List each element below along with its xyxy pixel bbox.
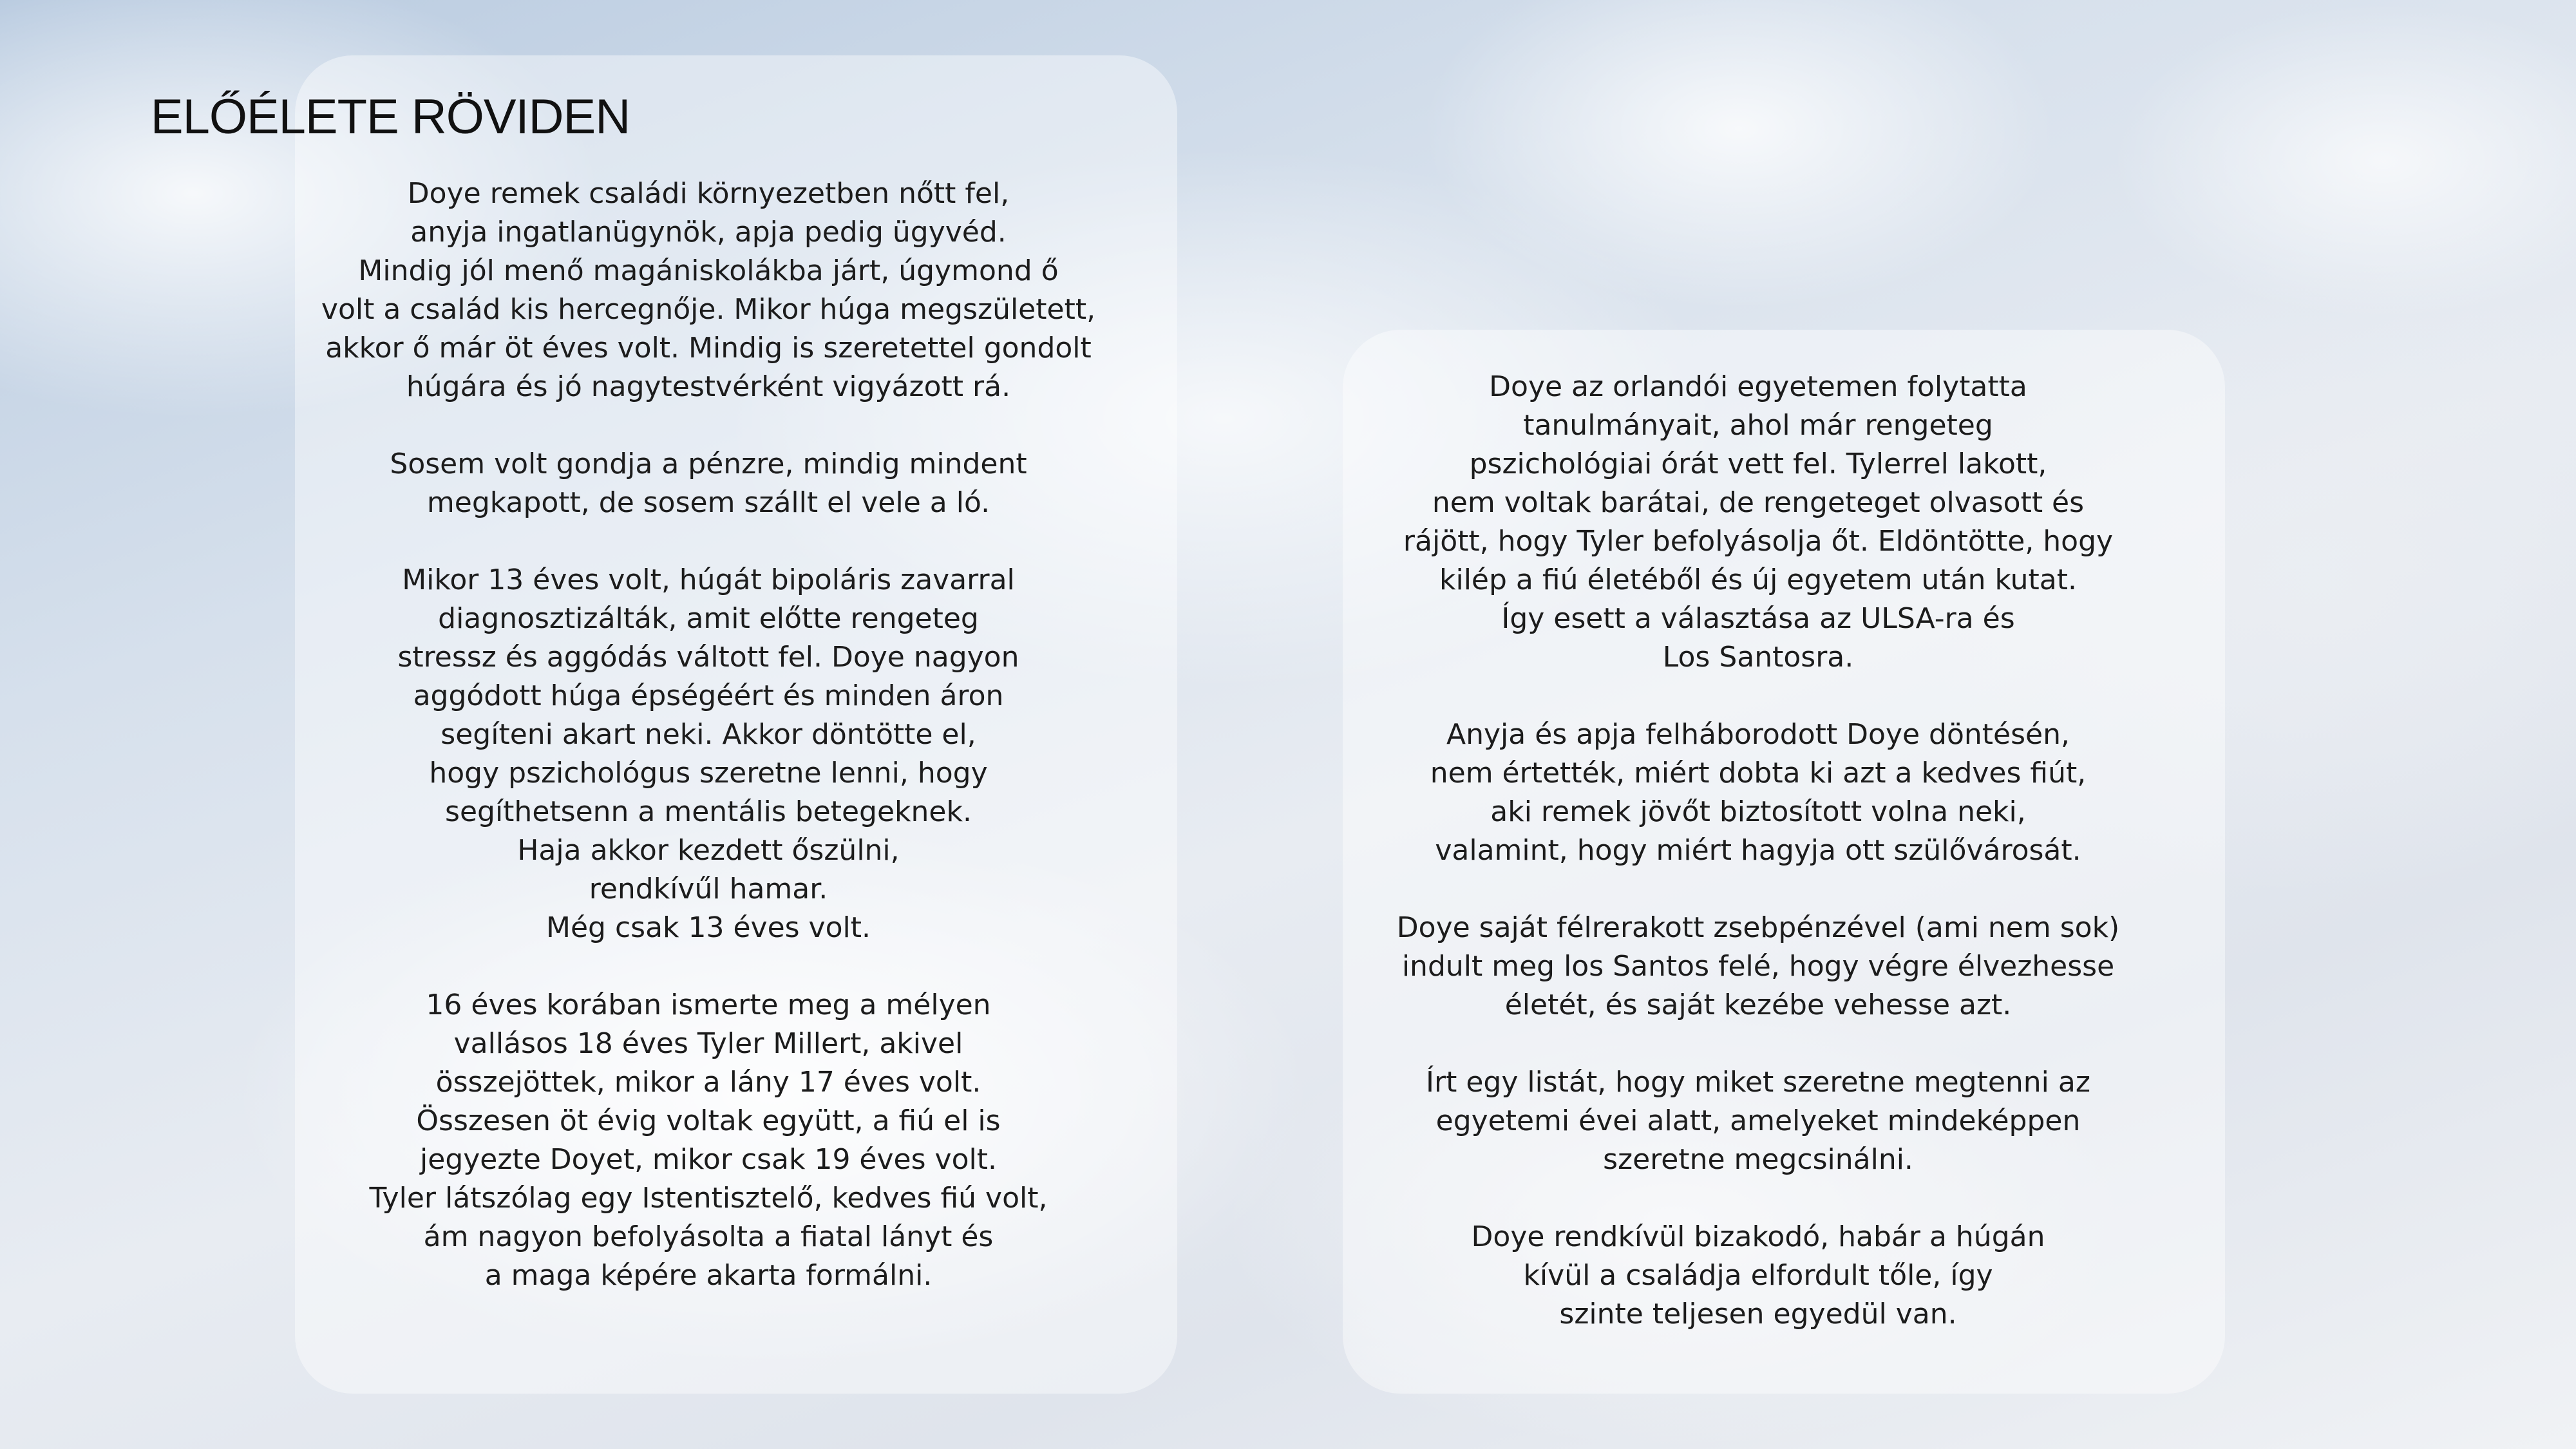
text-line: Los Santosra. — [1662, 641, 1854, 674]
text-line: Így esett a választása az ULSA-ra és — [1501, 602, 2015, 635]
left-paragraph-4 — [283, 986, 1133, 1295]
text-line: segíthetsenn a mentális betegeknek. — [445, 795, 972, 828]
text-line: nem értették, miért dobta ki azt a kedves fiút, — [1430, 757, 2087, 790]
text-line: Írt egy listát, hogy miket szeretne megtenni az — [1426, 1066, 2090, 1099]
text-line: ám nagyon befolyásolta a fiatal lányt és — [423, 1220, 994, 1253]
text-line: Anyja és apja felháborodott Doye döntésén, — [1446, 718, 2070, 751]
text-line: segíteni akart neki. Akkor döntötte el, — [440, 718, 976, 751]
page-title: ELŐÉLETE RÖVIDEN — [150, 90, 630, 144]
text-line: aki remek jövőt biztosított volna neki, — [1490, 795, 2026, 828]
text-line: Haja akkor kezdett őszülni, — [517, 834, 900, 867]
text-line: 16 éves korában ismerte meg a mélyen — [426, 989, 991, 1021]
text-line: valamint, hogy miért hagyja ott szülővárosát. — [1435, 834, 2081, 867]
text-line: szeretne megcsinálni. — [1603, 1143, 1913, 1176]
left-paragraph-2 — [283, 445, 1133, 522]
text-line: a maga képére akarta formálni. — [484, 1259, 933, 1292]
text-line: hogy pszichológus szeretne lenni, hogy — [429, 757, 988, 790]
text-line: életét, és saját kezébe vehesse azt. — [1504, 989, 2012, 1021]
text-line: szinte teljesen egyedül van. — [1559, 1298, 1957, 1331]
text-line: Tyler látszólag egy Istentisztelő, kedves fiú volt, — [369, 1182, 1048, 1215]
text-line: kilép a fiú életéből és új egyetem után kutat. — [1439, 564, 2077, 596]
text-line: jegyezte Doyet, mikor csak 19 éves volt. — [420, 1143, 997, 1176]
text-line: vallásos 18 éves Tyler Millert, akivel — [453, 1027, 963, 1060]
text-line: rájött, hogy Tyler befolyásolja őt. Eldöntötte, hogy — [1403, 525, 2114, 558]
text-line: diagnosztizálták, amit előtte rengeteg — [438, 602, 979, 635]
text-line: pszichológiai órát vett fel. Tylerrel lakott, — [1469, 448, 2047, 480]
right-paragraph-4 — [1349, 1063, 2167, 1179]
text-line: aggódott húga épségéért és minden áron — [413, 679, 1004, 712]
text-line: stressz és aggódás váltott fel. Doye nagyon — [397, 641, 1019, 674]
right-paragraph-2 — [1349, 715, 2167, 870]
text-line: Doye az orlandói egyetemen folytatta — [1489, 370, 2027, 403]
right-paragraph-3 — [1349, 909, 2167, 1025]
left-paragraph-1 — [283, 175, 1133, 406]
text-line: rendkívűl hamar. — [589, 873, 828, 905]
text-line: Doye saját félrerakott zsebpénzével (ami nem sok) — [1396, 911, 2120, 944]
text-line: összejöttek, mikor a lány 17 éves volt. — [435, 1066, 981, 1099]
text-line: Még csak 13 éves volt. — [546, 911, 871, 944]
text-line: egyetemi évei alatt, amelyeket mindeképpen — [1435, 1104, 2081, 1137]
text-line: akkor ő már öt éves volt. Mindig is szeretettel gondolt — [325, 332, 1092, 365]
text-line: Összesen öt évig voltak együtt, a fiú el is — [416, 1104, 1001, 1137]
right-paragraph-5 — [1349, 1218, 2167, 1334]
text-line: Doye rendkívül bizakodó, habár a húgán — [1471, 1220, 2045, 1253]
text-line: Mikor 13 éves volt, húgát bipoláris zavarral — [402, 564, 1015, 596]
text-line: tanulmányait, ahol már rengeteg — [1523, 409, 1993, 442]
text-line: anyja ingatlanügynök, apja pedig ügyvéd. — [410, 216, 1007, 249]
right-column-text — [1349, 368, 2167, 1334]
right-paragraph-1 — [1349, 368, 2167, 677]
text-line: megkapott, de sosem szállt el vele a ló. — [426, 486, 990, 519]
text-line: húgára és jó nagytestvérként vigyázott rá. — [406, 370, 1011, 403]
text-line: Sosem volt gondja a pénzre, mindig mindent — [390, 448, 1027, 480]
left-column-text — [283, 175, 1133, 1295]
text-line: Mindig jól menő magániskolákba járt, úgymond ő — [358, 254, 1059, 287]
left-paragraph-3 — [283, 561, 1133, 947]
text-line: volt a család kis hercegnője. Mikor húga megszületett, — [321, 293, 1096, 326]
text-line: indult meg los Santos felé, hogy végre élvezhesse — [1401, 950, 2115, 983]
text-line: kívül a családja elfordult tőle, így — [1523, 1259, 1993, 1292]
text-line: Doye remek családi környezetben nőtt fel, — [407, 177, 1010, 210]
text-line: nem voltak barátai, de rengeteget olvasott és — [1432, 486, 2085, 519]
